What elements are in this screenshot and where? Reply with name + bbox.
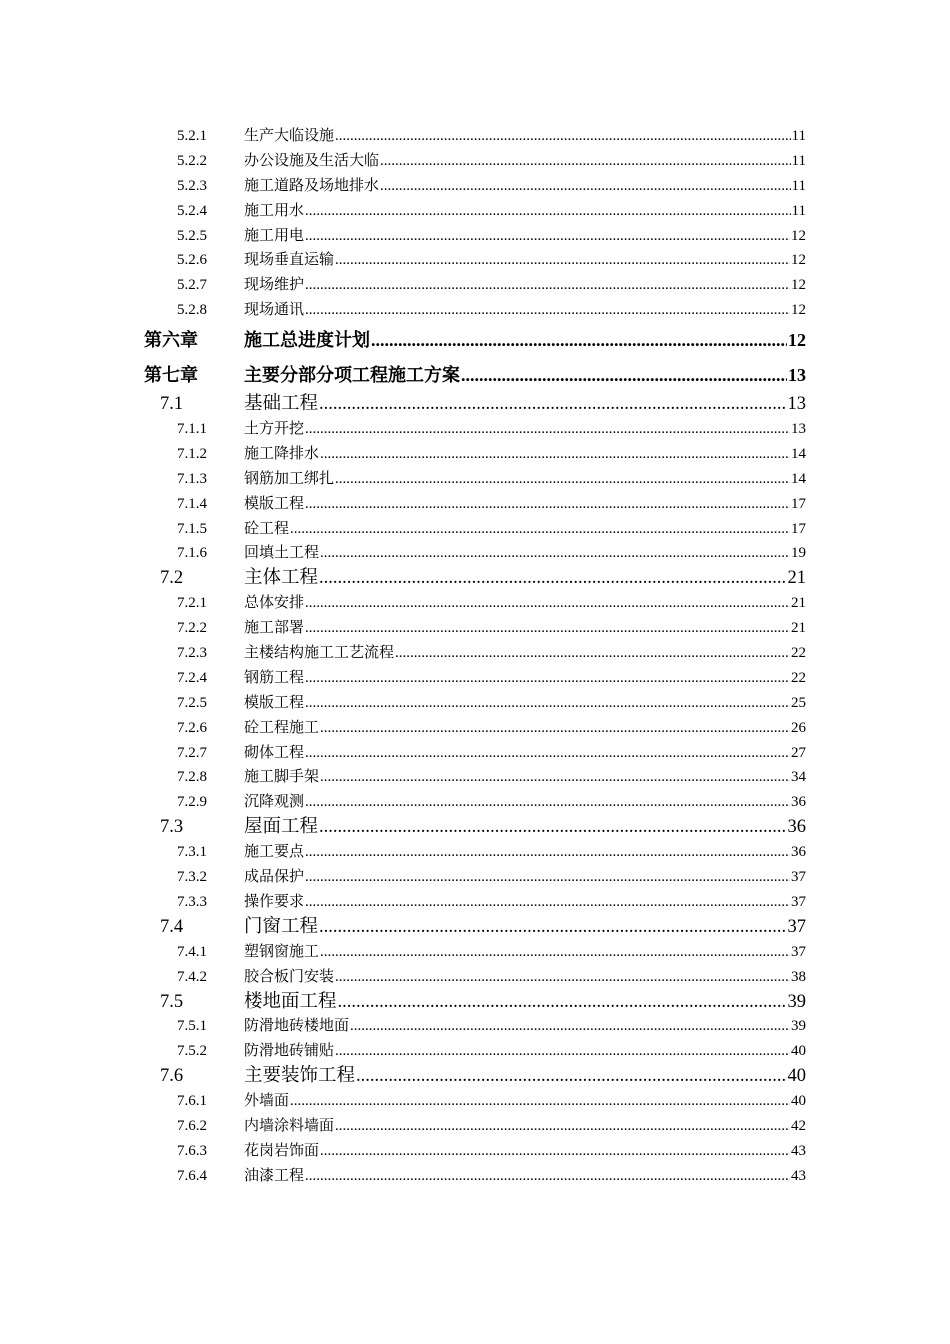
dot-leader: [305, 591, 790, 616]
toc-entry-title: 现场通讯: [244, 302, 305, 319]
toc-entry-line: [244, 273, 806, 298]
toc-entry-page: 27: [791, 744, 806, 761]
toc-entry-number: 7.3.1: [177, 844, 207, 861]
toc-entry-number: 7.2.9: [177, 794, 207, 811]
dot-leader: [305, 417, 790, 442]
toc-entry[interactable]: [0, 790, 950, 815]
toc-entry-page: 17: [791, 520, 806, 537]
toc-entry-number: 7.2.5: [177, 694, 207, 711]
toc-entry[interactable]: [0, 890, 950, 915]
toc-entry-number: 7.2: [160, 568, 184, 589]
toc-entry-number: 7.2.6: [177, 719, 207, 736]
toc-entry-page: 36: [791, 794, 806, 811]
toc-entry[interactable]: [0, 915, 950, 940]
toc-entry-title: 现场垂直运输: [244, 252, 335, 269]
dot-leader: [305, 199, 791, 224]
dot-leader: [320, 765, 790, 790]
toc-entry-title: 楼地面工程: [244, 991, 337, 1012]
toc-entry-number: 7.1.6: [177, 545, 207, 562]
toc-entry-title: 砌体工程: [244, 744, 305, 761]
toc-entry-page: 42: [791, 1117, 806, 1134]
dot-leader: [319, 915, 786, 940]
dot-leader: [305, 865, 790, 890]
toc-entry-page: 13: [787, 394, 806, 415]
toc-entry-page: 14: [791, 470, 806, 487]
toc-entry[interactable]: [0, 174, 950, 199]
toc-entry-title: 塑钢窗施工: [244, 943, 320, 960]
toc-entry[interactable]: [0, 591, 950, 616]
toc-entry[interactable]: [0, 442, 950, 467]
toc-entry-number: 7.6.3: [177, 1142, 207, 1159]
dot-leader: [305, 224, 790, 249]
toc-entry-line: [244, 641, 806, 666]
table-of-contents: [0, 124, 950, 1189]
toc-entry-page: 12: [791, 302, 806, 319]
toc-entry-number: 7.1.1: [177, 421, 207, 438]
toc-entry-number: 7.2.8: [177, 769, 207, 786]
toc-entry[interactable]: [0, 616, 950, 641]
toc-entry-title: 生产大临设施: [244, 128, 335, 144]
toc-entry-line: [244, 1089, 806, 1114]
toc-entry-page: 43: [791, 1167, 806, 1184]
toc-entry-number: 7.5: [160, 991, 184, 1012]
dot-leader: [290, 517, 790, 542]
toc-entry[interactable]: [0, 492, 950, 517]
toc-entry-number: 7.6.4: [177, 1167, 207, 1184]
toc-entry-line: [244, 199, 806, 224]
toc-entry[interactable]: [0, 323, 950, 358]
dot-leader: [461, 358, 787, 393]
dot-leader: [335, 248, 790, 273]
toc-entry-page: 36: [787, 817, 806, 838]
toc-entry-line: [244, 467, 806, 492]
toc-entry-line: [244, 616, 806, 641]
dot-leader: [305, 273, 790, 298]
toc-entry-title: 防滑地砖铺贴: [244, 1043, 335, 1060]
toc-entry-number: 5.2.7: [177, 277, 207, 294]
dot-leader: [335, 1039, 790, 1064]
toc-entry-title: 土方开挖: [244, 421, 305, 438]
toc-entry-number: 5.2.3: [177, 177, 207, 194]
toc-entry-page: 13: [791, 421, 806, 438]
toc-entry-number: 7.1.3: [177, 470, 207, 487]
toc-entry-line: [244, 1164, 806, 1189]
toc-entry[interactable]: [0, 940, 950, 965]
toc-entry[interactable]: [0, 716, 950, 741]
toc-entry-title: 施工道路及场地排水: [244, 177, 380, 194]
toc-entry-number: 7.1: [160, 394, 184, 415]
dot-leader: [335, 124, 791, 149]
dot-leader: [320, 1139, 790, 1164]
dot-leader: [305, 840, 790, 865]
toc-entry-number: 7.6: [160, 1066, 184, 1087]
toc-entry[interactable]: [0, 965, 950, 990]
toc-entry-title: 施工总进度计划: [244, 330, 370, 351]
toc-entry-page: 17: [791, 495, 806, 512]
toc-entry-title: 钢筋加工绑扎: [244, 470, 335, 487]
toc-entry-page: 11: [791, 202, 806, 219]
toc-entry-page: 40: [791, 1093, 806, 1110]
dot-leader: [305, 741, 790, 766]
toc-entry-line: [244, 323, 806, 358]
toc-entry-title: 主要分部分项工程施工方案: [244, 364, 460, 385]
toc-entry-line: [244, 691, 806, 716]
toc-entry[interactable]: [0, 691, 950, 716]
toc-entry-number: 7.2.7: [177, 744, 207, 761]
toc-entry-number: 5.2.6: [177, 252, 207, 269]
toc-entry-page: 21: [791, 620, 806, 637]
dot-leader: [290, 1089, 790, 1114]
toc-entry-page: 11: [791, 152, 806, 169]
toc-entry-number: 5.2.4: [177, 202, 207, 219]
toc-entry-title: 施工要点: [244, 844, 305, 861]
toc-entry-number: 7.6.2: [177, 1117, 207, 1134]
toc-entry-line: [244, 815, 806, 840]
toc-entry-title: 主体工程: [244, 568, 319, 589]
toc-entry-page: 12: [791, 277, 806, 294]
toc-entry-title: 施工用电: [244, 227, 305, 244]
toc-entry-page: 26: [791, 719, 806, 736]
toc-entry-page: 43: [791, 1142, 806, 1159]
dot-leader: [305, 492, 790, 517]
toc-entry-title: 施工降排水: [244, 445, 320, 462]
toc-entry[interactable]: [0, 248, 950, 273]
toc-entry-line: [244, 224, 806, 249]
toc-entry-line: [244, 915, 806, 940]
toc-entry-line: [244, 965, 806, 990]
toc-entry-title: 操作要求: [244, 893, 305, 910]
toc-entry-page: 39: [791, 1018, 806, 1035]
toc-entry-page: 40: [787, 1066, 806, 1087]
dot-leader: [371, 323, 787, 358]
toc-entry-line: [244, 298, 806, 323]
toc-entry-line: [244, 392, 806, 417]
toc-entry[interactable]: [0, 273, 950, 298]
toc-entry-page: 25: [791, 694, 806, 711]
toc-entry-number: 7.2.4: [177, 669, 207, 686]
toc-entry-number: 7.2.3: [177, 645, 207, 662]
toc-entry-number: 7.2.2: [177, 620, 207, 637]
dot-leader: [356, 1064, 786, 1089]
toc-entry[interactable]: [0, 840, 950, 865]
toc-entry-line: [244, 124, 806, 149]
toc-entry-title: 施工脚手架: [244, 769, 320, 786]
dot-leader: [319, 392, 786, 417]
toc-entry-title: 施工部署: [244, 620, 305, 637]
toc-entry-title: 沉降观测: [244, 794, 305, 811]
toc-entry-number: 5.2.5: [177, 227, 207, 244]
toc-entry-number: 7.3.3: [177, 893, 207, 910]
toc-entry-page: 12: [791, 227, 806, 244]
toc-entry-title: 模版工程: [244, 694, 305, 711]
toc-entry[interactable]: [0, 1164, 950, 1189]
toc-entry-number: 7.1.4: [177, 495, 207, 512]
toc-entry[interactable]: [0, 566, 950, 591]
toc-entry-page: 11: [791, 177, 806, 194]
toc-entry-title: 主楼结构施工工艺流程: [244, 645, 395, 662]
toc-entry-page: 38: [791, 968, 806, 985]
toc-entry[interactable]: [0, 224, 950, 249]
toc-entry-line: [244, 840, 806, 865]
toc-entry-page: 21: [791, 595, 806, 612]
toc-entry-line: [244, 541, 806, 566]
dot-leader: [380, 149, 791, 174]
toc-entry[interactable]: [0, 541, 950, 566]
dot-leader: [320, 442, 790, 467]
toc-entry-page: 21: [787, 568, 806, 589]
toc-entry-number: 7.1.2: [177, 445, 207, 462]
toc-entry-title: 基础工程: [244, 394, 319, 415]
toc-entry-page: 13: [788, 364, 806, 385]
toc-entry-title: 屋面工程: [244, 817, 319, 838]
toc-entry-line: [244, 666, 806, 691]
toc-entry-number: 7.4.1: [177, 943, 207, 960]
toc-entry-number: 5.2.8: [177, 302, 207, 319]
toc-entry-title: 现场维护: [244, 277, 305, 294]
toc-entry-line: [244, 517, 806, 542]
toc-entry[interactable]: [0, 1114, 950, 1139]
toc-entry-number: 7.4: [160, 916, 184, 937]
toc-entry[interactable]: [0, 467, 950, 492]
toc-entry[interactable]: [0, 417, 950, 442]
toc-entry-line: [244, 865, 806, 890]
toc-entry-page: 19: [791, 545, 806, 562]
toc-entry-number: 7.1.5: [177, 520, 207, 537]
dot-leader: [305, 1164, 790, 1189]
toc-entry-line: [244, 1039, 806, 1064]
toc-entry[interactable]: [0, 517, 950, 542]
toc-entry-title: 主要装饰工程: [244, 1066, 356, 1087]
toc-entry[interactable]: [0, 149, 950, 174]
dot-leader: [305, 666, 790, 691]
toc-entry-page: 37: [791, 943, 806, 960]
toc-entry[interactable]: [0, 641, 950, 666]
toc-entry[interactable]: [0, 1089, 950, 1114]
toc-entry-page: 12: [788, 330, 806, 351]
toc-entry-page: 37: [791, 869, 806, 886]
toc-entry-line: [244, 790, 806, 815]
toc-entry-line: [244, 1014, 806, 1039]
toc-entry-number: 7.5.1: [177, 1018, 207, 1035]
toc-entry-line: [244, 492, 806, 517]
toc-entry-title: 成品保护: [244, 869, 305, 886]
dot-leader: [305, 691, 790, 716]
toc-entry-line: [244, 591, 806, 616]
toc-entry-page: 37: [791, 893, 806, 910]
dot-leader: [320, 541, 790, 566]
toc-entry[interactable]: [0, 666, 950, 691]
toc-entry[interactable]: [0, 298, 950, 323]
toc-entry[interactable]: [0, 1139, 950, 1164]
dot-leader: [335, 965, 790, 990]
toc-entry-title: 砼工程施工: [244, 719, 320, 736]
dot-leader: [335, 1114, 790, 1139]
toc-entry-line: [244, 566, 806, 591]
toc-entry-title: 施工用水: [244, 202, 305, 219]
toc-entry-title: 胶合板门安装: [244, 968, 335, 985]
dot-leader: [395, 641, 790, 666]
toc-entry-number: 5.2.1: [177, 128, 207, 144]
dot-leader: [305, 616, 790, 641]
toc-entry-page: 34: [791, 769, 806, 786]
toc-entry-line: [244, 174, 806, 199]
toc-entry-title: 砼工程: [244, 520, 290, 537]
toc-entry-title: 总体安排: [244, 595, 305, 612]
toc-entry-number: 5.2.2: [177, 152, 207, 169]
dot-leader: [320, 716, 790, 741]
toc-entry[interactable]: [0, 199, 950, 224]
toc-entry-line: [244, 1114, 806, 1139]
toc-entry-page: 39: [787, 991, 806, 1012]
toc-entry[interactable]: [0, 1014, 950, 1039]
toc-entry-number: 7.5.2: [177, 1043, 207, 1060]
toc-entry-title: 油漆工程: [244, 1167, 305, 1184]
toc-entry-page: 22: [791, 645, 806, 662]
toc-entry[interactable]: [0, 1064, 950, 1089]
toc-entry-title: 外墙面: [244, 1093, 290, 1110]
dot-leader: [319, 815, 786, 840]
toc-entry-page: 37: [787, 916, 806, 937]
toc-entry-line: [244, 1064, 806, 1089]
toc-entry-line: [244, 417, 806, 442]
toc-entry[interactable]: [0, 990, 950, 1015]
toc-entry-title: 防滑地砖楼地面: [244, 1018, 350, 1035]
dot-leader: [320, 940, 790, 965]
dot-leader: [338, 990, 787, 1015]
toc-entry-title: 回填土工程: [244, 545, 320, 562]
toc-entry-line: [244, 940, 806, 965]
toc-entry[interactable]: [0, 741, 950, 766]
toc-entry-number: 7.3.2: [177, 869, 207, 886]
toc-entry-page: 14: [791, 445, 806, 462]
toc-entry-number: 7.6.1: [177, 1093, 207, 1110]
toc-entry-number: 第六章: [144, 330, 198, 351]
dot-leader: [305, 790, 790, 815]
toc-entry-page: 36: [791, 844, 806, 861]
toc-entry[interactable]: [0, 358, 950, 393]
toc-entry-line: [244, 248, 806, 273]
toc-entry-page: 12: [791, 252, 806, 269]
toc-entry-number: 7.4.2: [177, 968, 207, 985]
toc-entry-number: 7.3: [160, 817, 184, 838]
dot-leader: [305, 890, 790, 915]
toc-entry[interactable]: [0, 124, 950, 149]
toc-entry-line: [244, 1139, 806, 1164]
toc-entry-title: 办公设施及生活大临: [244, 152, 380, 169]
toc-entry[interactable]: [0, 865, 950, 890]
toc-entry-line: [244, 890, 806, 915]
toc-entry[interactable]: [0, 1039, 950, 1064]
toc-entry-line: [244, 149, 806, 174]
toc-entry-page: 22: [791, 669, 806, 686]
toc-entry[interactable]: [0, 392, 950, 417]
toc-entry-line: [244, 358, 806, 393]
dot-leader: [319, 566, 786, 591]
toc-entry-number: 第七章: [144, 364, 198, 385]
toc-entry-line: [244, 716, 806, 741]
toc-entry[interactable]: [0, 765, 950, 790]
toc-entry-title: 模版工程: [244, 495, 305, 512]
toc-entry-title: 花岗岩饰面: [244, 1142, 320, 1159]
toc-entry[interactable]: [0, 815, 950, 840]
dot-leader: [380, 174, 791, 199]
toc-entry-title: 门窗工程: [244, 916, 319, 937]
toc-entry-line: [244, 741, 806, 766]
toc-entry-page: 40: [791, 1043, 806, 1060]
toc-entry-line: [244, 442, 806, 467]
toc-entry-page: 11: [791, 128, 806, 144]
toc-entry-line: [244, 765, 806, 790]
dot-leader: [335, 467, 790, 492]
dot-leader: [305, 298, 790, 323]
toc-entry-title: 内墙涂料墙面: [244, 1117, 335, 1134]
toc-entry-title: 钢筋工程: [244, 669, 305, 686]
toc-entry-line: [244, 990, 806, 1015]
toc-entry-number: 7.2.1: [177, 595, 207, 612]
dot-leader: [350, 1014, 790, 1039]
